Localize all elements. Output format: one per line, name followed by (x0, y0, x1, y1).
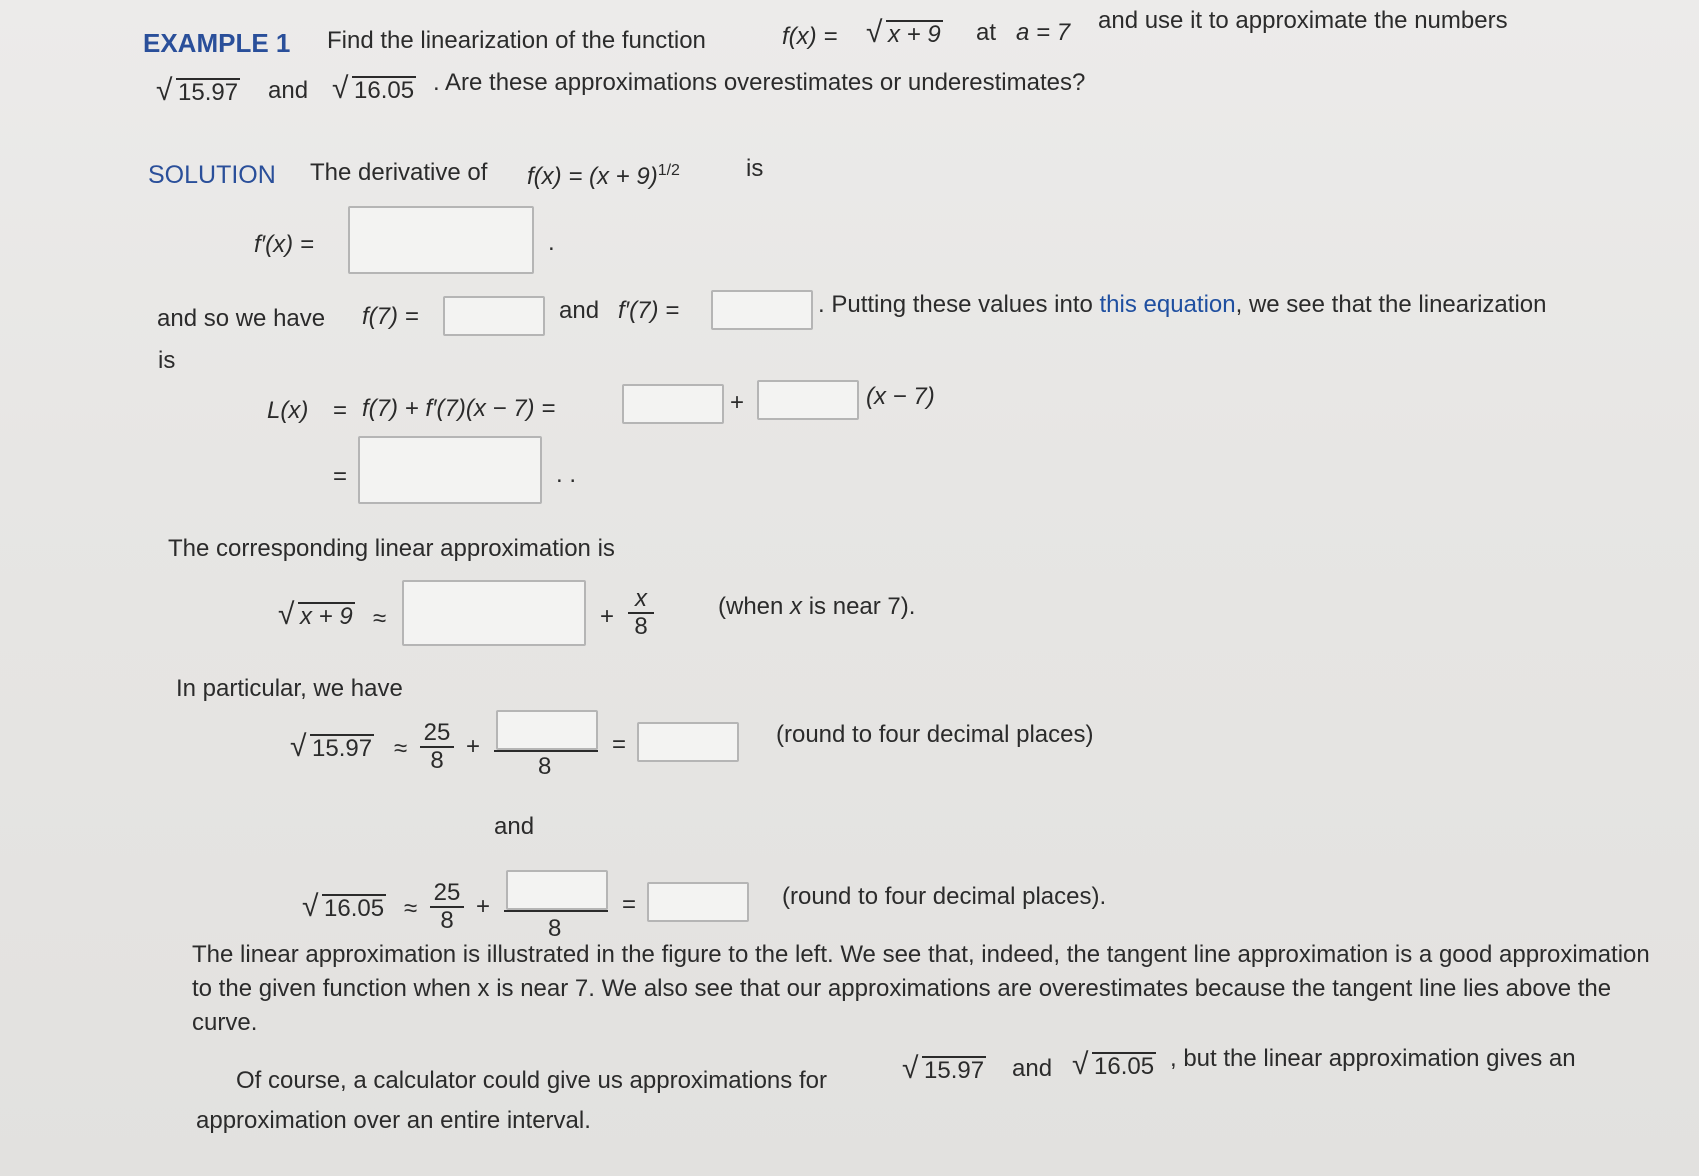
sqrt-15-97: √ 15.97 (156, 74, 239, 107)
equals-sign: = (333, 463, 348, 490)
is-text: is (746, 155, 764, 182)
Lx-constant-input[interactable] (622, 384, 724, 424)
r2-fraction-bar (504, 910, 608, 912)
this-equation-link[interactable]: this equation (1099, 291, 1236, 318)
plus-sign-3: + (466, 733, 481, 760)
and-text: and (268, 77, 309, 104)
r2-equals: = (622, 891, 637, 918)
para2-sqrt-15-97: √ 15.97 (902, 1052, 985, 1085)
corresponding-text: The corresponding linear approximation is (168, 535, 615, 562)
a-value: a = 7 (1016, 19, 1071, 46)
Lx-formula: f(7) + f′(7)(x − 7) = (362, 395, 556, 422)
r2-denominator: 8 (548, 915, 562, 942)
twentyfive-over-8: $\frac{25}{8}$ (420, 720, 454, 774)
plus-sign: + (730, 389, 745, 416)
function-power: $f(x) = (x + 9)^{1/2}$ (527, 162, 680, 190)
explanation-paragraph: The linear approximation is illustrated in the figure to the left. We see that, indeed, the tangent line approximation is a good approximation to the given function when x is near 7. We also see that our approximations are overestimates because the tangent line lies above the curve. (192, 941, 1650, 1036)
period: . (548, 229, 555, 256)
prompt-text: Find the linearization of the function (327, 27, 706, 54)
r1-denominator: 8 (538, 753, 552, 780)
round-instruction: (round to four decimal places) (776, 721, 1094, 748)
f7-answer-input[interactable] (443, 296, 545, 336)
and-mid: and (494, 813, 535, 840)
Lx-slope-input[interactable] (757, 380, 859, 420)
twentyfive-over-8-2: $\frac{25}{8}$ (430, 880, 464, 934)
approx-sign-3: ≈ (404, 895, 418, 922)
when-text: (when x is near 7). (718, 593, 916, 620)
prompt-text-2: and use it to approximate the numbers (1098, 7, 1508, 34)
fprime7-answer-input[interactable] (711, 290, 813, 330)
r1-equals: = (612, 731, 627, 758)
para2-end-line1: , but the linear approximation gives an (1170, 1045, 1576, 1072)
para2-sqrt-16-05: √ 16.05 (1072, 1048, 1155, 1081)
Lx-simplified-input[interactable] (358, 436, 542, 504)
para2-and: and (1012, 1055, 1053, 1082)
x-minus-7: (x − 7) (866, 383, 935, 410)
example-label: EXAMPLE 1 (143, 28, 291, 58)
and-text-2: and (559, 297, 600, 324)
sqrt-16-05-row: √ 16.05 (302, 890, 385, 923)
para2-start: Of course, a calculator could give us approximations for (236, 1067, 827, 1094)
and-so-text: and so we have (157, 305, 326, 332)
plus-sign-2: + (600, 603, 615, 630)
function-def: f(x) = (782, 23, 838, 50)
particular-text: In particular, we have (176, 675, 403, 702)
sqrt-x-plus-9: √ x + 9 (278, 598, 353, 631)
r1-result-input[interactable] (637, 722, 739, 762)
r2-result-input[interactable] (647, 882, 749, 922)
trailing-dots: . . (556, 461, 577, 488)
para2-end-line2: approximation over an entire interval. (196, 1107, 591, 1134)
sqrt-15-97-row: √ 15.97 (290, 730, 373, 763)
approx-sign: ≈ (373, 605, 387, 632)
at-text: at (976, 19, 997, 46)
function-sqrt: √ x + 9 (866, 16, 941, 49)
derivative-intro: The derivative of (310, 159, 488, 186)
r2-numerator-input[interactable] (506, 870, 608, 910)
is-text-2: is (158, 347, 176, 374)
round-instruction-2: (round to four decimal places). (782, 883, 1107, 910)
approx-sign-2: ≈ (394, 735, 408, 762)
solution-label: SOLUTION (148, 161, 276, 189)
Lx-equals: = (333, 397, 348, 424)
fprime7-label: f′(7) = (618, 297, 680, 324)
r1-numerator-input[interactable] (496, 710, 598, 750)
sqrt-16-05: √ 16.05 (332, 72, 415, 105)
Lx-label: L(x) (267, 397, 309, 424)
putting-text: . Putting these values into this equation, we see that the linearization (818, 291, 1547, 318)
plus-sign-4: + (476, 893, 491, 920)
prompt-text-3: . Are these approximations overestimates or underestimates? (433, 69, 1086, 96)
fprime-lhs: f′(x) = (254, 231, 314, 258)
approx-constant-input[interactable] (402, 580, 586, 646)
fprime-answer-input[interactable] (348, 206, 534, 274)
f7-label: f(7) = (362, 303, 419, 330)
x-over-8: $\frac{x}{8}$ (628, 586, 654, 640)
